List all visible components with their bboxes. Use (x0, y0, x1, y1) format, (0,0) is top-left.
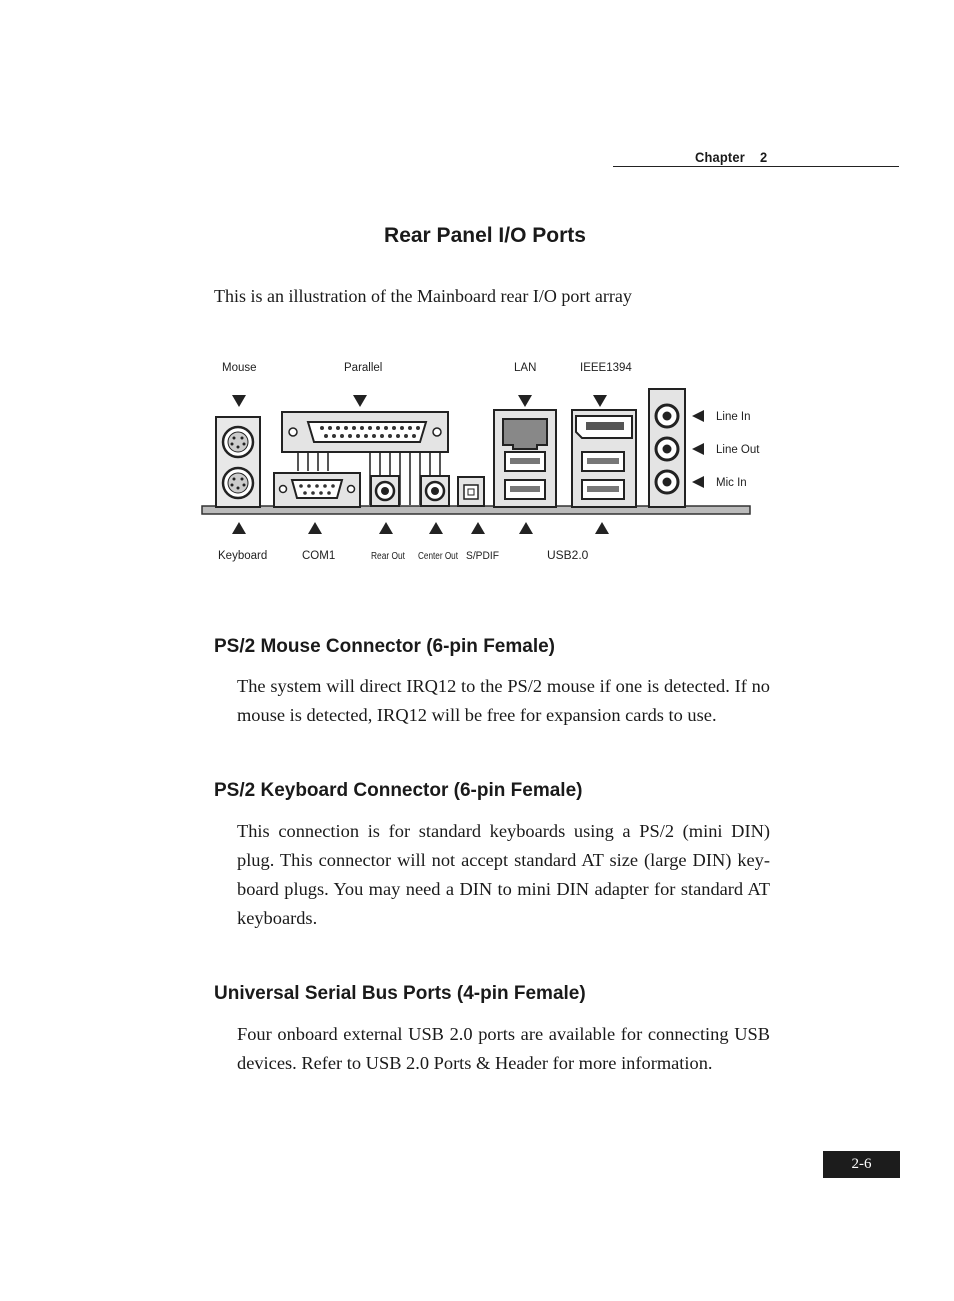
spdif-port (458, 477, 484, 506)
section-paragraph: This connection is for standard keyboards using a PS/2 (mini DIN) plug. This connector will not accept standard AT size (large DIN) key-board plugs. You may need a DIN to mini DIN adapter for standard AT keyboards. (237, 821, 770, 928)
label-line-out: Line Out (716, 444, 760, 456)
arrow-down-icon (593, 395, 607, 407)
arrow-up-icon (379, 522, 393, 534)
side-arrows (692, 410, 704, 488)
section-heading: PS/2 Mouse Connector (6-pin Female) (214, 636, 555, 657)
label-parallel: Parallel (344, 362, 383, 374)
arrow-left-icon (692, 476, 704, 488)
arrow-left-icon (692, 410, 704, 422)
label-lan: LAN (514, 362, 537, 374)
chapter-header (613, 149, 899, 167)
label-usb20: USB2.0 (547, 548, 589, 562)
ieee1394-usb-ports (572, 410, 636, 507)
label-mic-in: Mic In (716, 477, 747, 489)
section-paragraph: Four onboard external USB 2.0 ports are available for connecting USB devices. Refer to USB 2.0 Ports & Header for more information. (237, 1024, 770, 1073)
arrow-down-icon (353, 395, 367, 407)
label-ieee1394: IEEE1394 (580, 362, 632, 374)
section-heading: PS/2 Keyboard Connector (6-pin Female) (214, 780, 583, 801)
label-line-in: Line In (716, 411, 751, 423)
page-title: Rear Panel I/O Ports (384, 224, 586, 247)
label-spdif: S/PDIF (466, 550, 500, 562)
label-keyboard: Keyboard (218, 550, 268, 562)
section-body (214, 1020, 770, 1078)
label-center-out: Center Out (418, 551, 459, 562)
arrow-left-icon (692, 443, 704, 455)
section-body (214, 672, 770, 730)
arrow-up-icon (308, 522, 322, 534)
label-mouse: Mouse (222, 362, 257, 374)
arrow-down-icon (232, 395, 246, 407)
arrow-down-icon (518, 395, 532, 407)
rear-panel-diagram (200, 355, 760, 570)
arrow-up-icon (595, 522, 609, 534)
lan-usb-ports (494, 410, 556, 507)
ps2-ports (216, 417, 260, 507)
section-heading: Universal Serial Bus Ports (4-pin Female) (214, 983, 586, 1004)
arrow-up-icon (519, 522, 533, 534)
label-com1: COM1 (302, 550, 336, 562)
chapter-label: Chapter 2 (695, 149, 768, 165)
audio-in-jacks (649, 389, 685, 507)
section-paragraph: The system will direct IRQ12 to the PS/2 mouse if one is detected. If no mouse is detected, IRQ12 will be free for expansion cards to use. (237, 676, 770, 725)
intro-text: This is an illustration of the Mainboard rear I/O port array (214, 286, 632, 306)
section-body (214, 817, 770, 933)
arrow-up-icon (429, 522, 443, 534)
arrow-up-icon (471, 522, 485, 534)
arrow-up-icon (232, 522, 246, 534)
label-rear-out: Rear Out (371, 551, 406, 562)
bottom-arrows (232, 522, 609, 534)
page-number: 2-6 (823, 1151, 900, 1178)
top-arrows (232, 395, 607, 407)
